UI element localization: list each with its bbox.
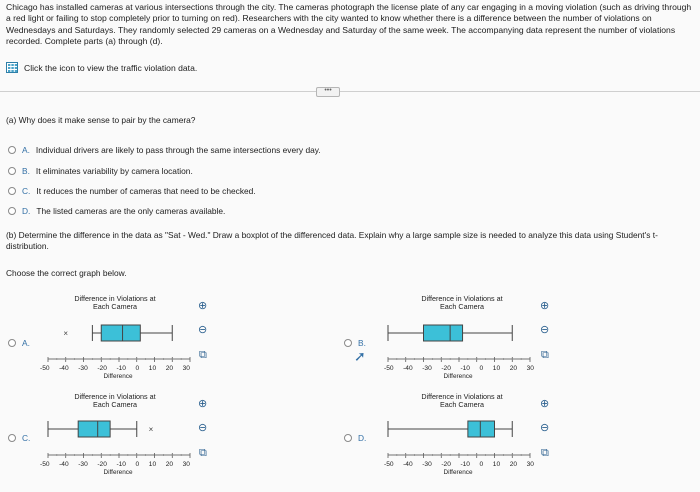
tick-label: -10: [116, 365, 126, 372]
data-link-text: Click the icon to view the traffic violation data.: [24, 62, 198, 73]
option-b-letter: B.: [22, 166, 30, 176]
tick-label: 0: [135, 461, 140, 468]
graph-b-title: [402, 295, 522, 312]
tick-label: -20: [97, 365, 107, 372]
graph-b-title-line2: Each Camera: [440, 302, 484, 312]
graph-option-b-radio[interactable]: [344, 338, 372, 348]
option-a-letter: A.: [22, 145, 30, 155]
zoom-out-icon[interactable]: ⊖: [540, 422, 550, 434]
tick-label: -10: [460, 461, 470, 468]
zoom-in-icon[interactable]: ⊕: [198, 300, 208, 312]
tick-label: -30: [422, 365, 432, 372]
outlier-mark: ×: [148, 425, 154, 434]
tick-label: -50: [40, 365, 50, 372]
tick-label: 0: [135, 365, 140, 372]
zoom-in-icon[interactable]: ⊕: [198, 398, 208, 410]
graph-option-a-letter: A.: [22, 338, 30, 348]
problem-intro: Chicago has installed cameras at various intersections through the city. The cameras photograph the license plate of any car engaging in a moving violation (such as driving through a red light or failing to stop completely prior to turning on red). Researchers with the city wanted to know whether there is a difference between the number of violations on Wednesdays and Saturdays. They randomly selected 29 cameras on a Wednesday and Saturday of the same week. The accompanying data represent the number of violations recorded. Complete parts (a) through (d).: [6, 2, 692, 47]
tick-label: 10: [492, 461, 501, 468]
tick-label: 10: [148, 461, 157, 468]
tick-label: -20: [97, 461, 107, 468]
cursor-icon: ➚: [354, 348, 366, 364]
boxplot-d: [384, 415, 534, 460]
graph-b-tick-labels: [384, 365, 534, 372]
radio-graph-b[interactable]: [344, 339, 352, 347]
outlier-mark: ×: [63, 329, 69, 338]
graph-d-title-line1: Difference in Violations at: [421, 392, 503, 401]
tick-label: -20: [441, 461, 451, 468]
graph-c-title-line1: Difference in Violations at: [74, 392, 156, 401]
graph-option-c-letter: C.: [22, 433, 31, 443]
graph-d-tick-labels: [384, 461, 534, 468]
option-c-letter: C.: [22, 186, 31, 196]
graph-a-xlabel: Difference: [103, 373, 133, 380]
tick-label: -20: [441, 365, 451, 372]
radio-option-d[interactable]: [8, 207, 16, 215]
option-b-text: It eliminates variability by camera location.: [35, 166, 193, 176]
graph-a-title-line2: Each Camera: [93, 302, 137, 312]
tick-label: -10: [460, 365, 470, 372]
graph-a-title: [55, 295, 175, 312]
popout-icon[interactable]: ⧉: [199, 349, 207, 361]
option-d[interactable]: [8, 206, 225, 216]
tick-label: 0: [479, 461, 484, 468]
popout-icon[interactable]: ⧉: [541, 349, 549, 361]
iqr-box: [78, 421, 110, 437]
tick-label: 20: [165, 365, 174, 372]
tick-label: 20: [509, 461, 518, 468]
zoom-out-icon[interactable]: ⊖: [198, 422, 208, 434]
tick-label: -10: [116, 461, 126, 468]
radio-option-c[interactable]: [8, 187, 16, 195]
zoom-out-icon[interactable]: ⊖: [198, 324, 208, 336]
zoom-in-icon[interactable]: ⊕: [540, 398, 550, 410]
table-icon[interactable]: [6, 62, 18, 73]
option-a-text: Individual drivers are likely to pass through the same intersections every day.: [35, 145, 321, 155]
graph-b-title-line1: Difference in Violations at: [421, 294, 503, 303]
tick-label: -50: [40, 461, 50, 468]
graph-c-xlabel: Difference: [103, 469, 133, 476]
tick-label: -50: [384, 365, 394, 372]
graph-c-title-line2: Each Camera: [93, 400, 137, 410]
graph-d-title: [402, 393, 522, 410]
tick-label: -40: [403, 461, 413, 468]
graph-a-title-line1: Difference in Violations at: [74, 294, 156, 303]
boxplot-b: [384, 319, 534, 364]
option-d-text: The listed cameras are the only cameras available.: [36, 206, 226, 216]
tick-label: -40: [59, 461, 69, 468]
option-b[interactable]: [8, 166, 193, 176]
data-link[interactable]: [6, 62, 197, 73]
tick-label: -30: [78, 365, 88, 372]
tick-label: 0: [479, 365, 484, 372]
tick-label: -50: [384, 461, 394, 468]
radio-graph-d[interactable]: [344, 434, 352, 442]
iqr-box: [424, 325, 463, 341]
boxplot-c: [44, 415, 194, 460]
graph-c-title: [55, 393, 175, 410]
option-c[interactable]: [8, 186, 256, 196]
expand-button[interactable]: •••: [316, 87, 340, 97]
tick-label: 20: [165, 461, 174, 468]
part-a-question: (a) Why does it make sense to pair by the camera?: [6, 115, 196, 125]
graph-option-a-radio[interactable]: [8, 338, 36, 348]
popout-icon[interactable]: ⧉: [199, 447, 207, 459]
iqr-box: [101, 325, 140, 341]
iqr-box: [468, 421, 495, 437]
zoom-out-icon[interactable]: ⊖: [540, 324, 550, 336]
popout-icon[interactable]: ⧉: [541, 447, 549, 459]
tick-label: -30: [422, 461, 432, 468]
graph-d-title-line2: Each Camera: [440, 400, 484, 410]
choose-instruction: Choose the correct graph below.: [6, 268, 127, 278]
graph-b-xlabel: Difference: [443, 373, 473, 380]
tick-label: 30: [526, 461, 534, 468]
tick-label: 30: [182, 461, 190, 468]
tick-label: 10: [148, 365, 157, 372]
boxplot-a: [44, 319, 194, 364]
graph-option-d-letter: D.: [358, 433, 367, 443]
radio-option-a[interactable]: [8, 146, 16, 154]
graph-c-tick-labels: [40, 461, 190, 468]
radio-graph-c[interactable]: [8, 434, 16, 442]
tick-label: 30: [526, 365, 534, 372]
graph-d-xlabel: Difference: [443, 469, 473, 476]
graph-option-d-radio[interactable]: [344, 433, 372, 443]
graph-option-b-letter: B.: [358, 338, 366, 348]
graph-option-c-radio[interactable]: [8, 433, 36, 443]
option-c-text: It reduces the number of cameras that need to be checked.: [36, 186, 256, 196]
option-a[interactable]: [8, 145, 321, 155]
option-d-letter: D.: [22, 206, 31, 216]
divider: [0, 91, 700, 92]
part-b-question: (b) Determine the difference in the data as "Sat - Wed." Draw a boxplot of the differenced data. Explain why a large sample size is needed to analyze this data using Student's t-distribution.: [6, 230, 658, 251]
tick-label: 30: [182, 365, 190, 372]
zoom-in-icon[interactable]: ⊕: [540, 300, 550, 312]
tick-label: -30: [78, 461, 88, 468]
tick-label: 20: [509, 365, 518, 372]
tick-label: 10: [492, 365, 501, 372]
radio-option-b[interactable]: [8, 167, 16, 175]
graph-a-tick-labels: [40, 365, 190, 372]
tick-label: -40: [59, 365, 69, 372]
tick-label: -40: [403, 365, 413, 372]
radio-graph-a[interactable]: [8, 339, 16, 347]
